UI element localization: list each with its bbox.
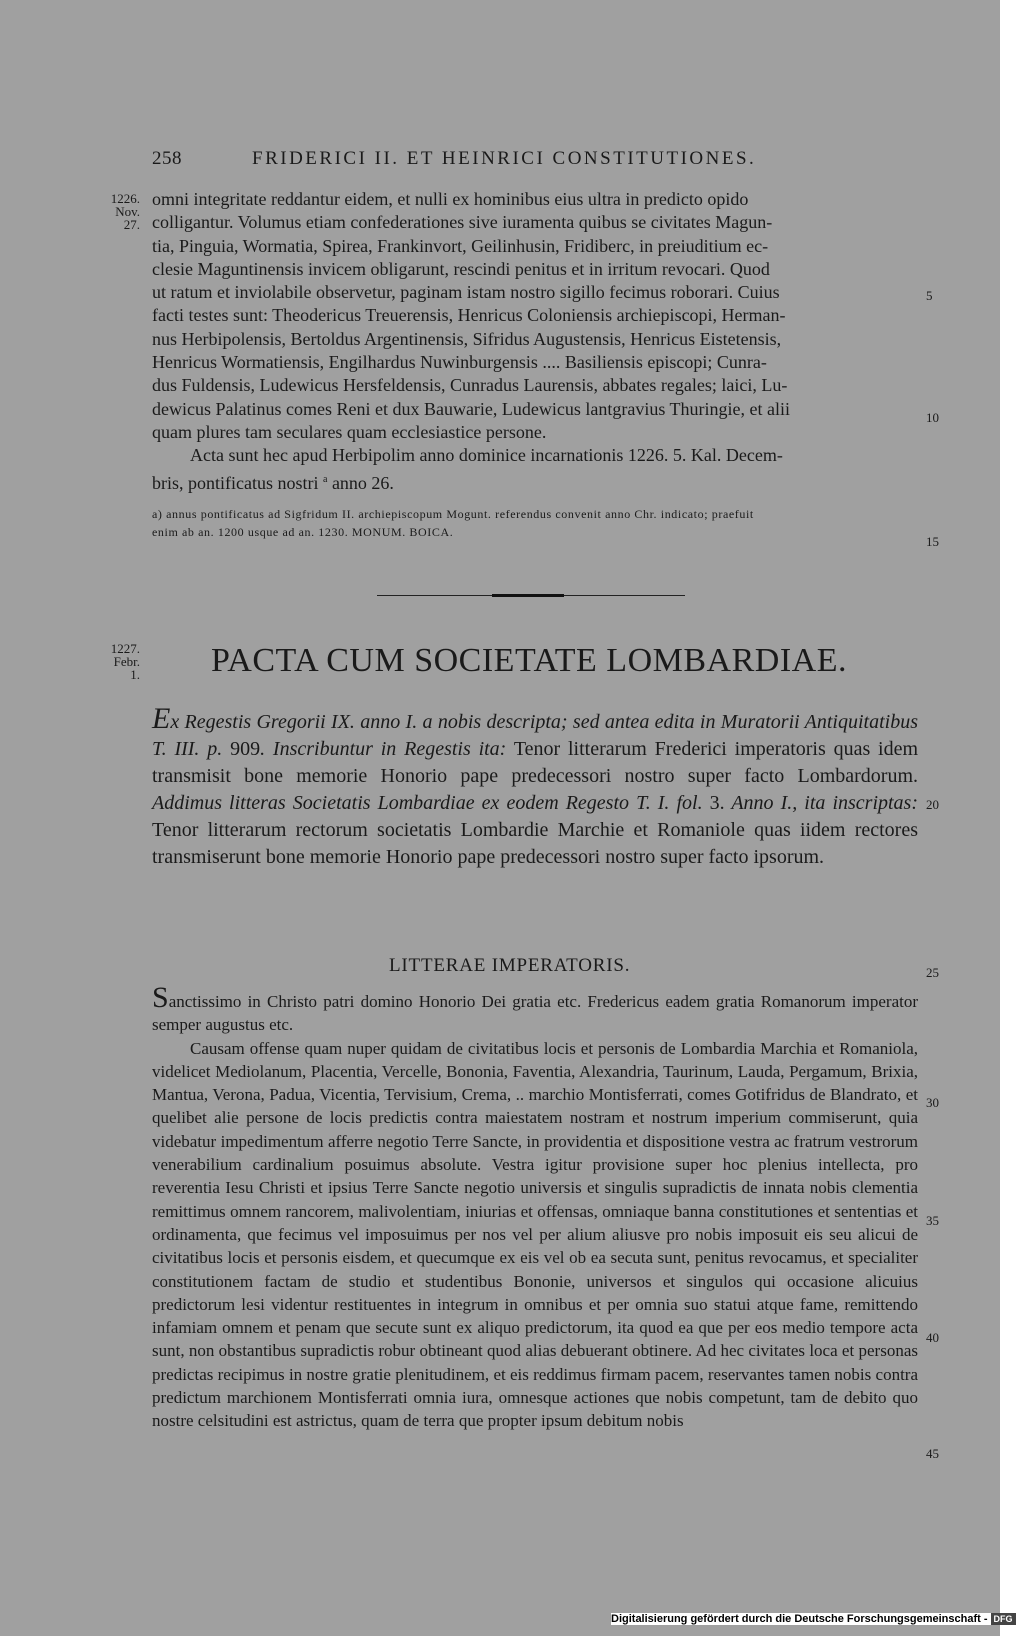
line-number: 40	[926, 1330, 939, 1345]
text-line: nus Herbipolensis, Bertoldus Argentinensis, Sifridus Augustensis, Henricus Eistetensis,	[152, 328, 782, 349]
acta-line: Acta sunt hec apud Herbipolim anno dominice incarnationis 1226. 5. Kal. Decem-	[190, 445, 783, 466]
text-line: facti testes sunt: Theodericus Treuerensis, Henricus Coloniensis archiepiscopi, Herman-	[152, 305, 786, 326]
text-line: Henricus Wormatiensis, Engilhardus Nuwinburgensis .... Basiliensis episcopi; Cunra-	[152, 352, 767, 373]
letter-body: Causam offense quam nuper quidam de civitatibus locis et personis de Lombardia Marchia et Romaniola, videlicet Mediolanum, Placentia, Vercelle, Bononia, Faventia, Alexandria, Taurinum, Lauda, Pergamum, Brixia, Mantua, Verona, Padua, Vicentia, Tervisium, Crema, .. marchio Montisferrati, comes Gotifridus de Blandrato, et quelibet alie persone de locis predictis contra maiestatem nostram et nostrum imperium commiserunt, quia videbatur impedimentum afferre negotio Terre Sancte, in providentia et dispositione vestra ac fratrum vestrorum venerabilium cardinalium posuimus absolute. Vestra igitur provisione super hoc plenius intellecta, pro reverentia Iesu Christi et ipsius Terre Sancte negotio universis et singulis supradictis de innata nobis clementia remittimus omnem rancorem, malivolentiam, iniurias et offensas, omniaque banna constitutiones et sententias et ordinamenta, que fecimus vel imposuimus per nos vel per alium aliusve pro nobis imposuit eis seu alicui de civitatibus locis et personis eisdem, et quecumque ex eis vel ob ea secuta sunt, penitus revocamus, et specialiter constitutionem factam de studio et studentibus Bononie, universos et singulos qui occasione alicuius predictorum lesi videntur restituentes in integrum in omnibus et per omnia suo statui atque fame, remittendo infamiam omnem et penam que secute sunt ex aliquo predictorum, ita quod ea que per eos medio tempore acta sunt, non obstantibus supradictis robur obtineant quod alias debuerant obtinere. Ad hec civitates loca et personas predictas recipimus in nostre gratie plenitudinem, et eis reddimus firmam pacem, reservantes tamen nobis contra predictum marchionem Montisferrati omnia iura, omnesque actiones que nobis competunt, tam de debito quo nostre celsitudini est astrictus, quam de terra que propter ipsum debitum nobis	[152, 1038, 918, 1431]
margin-year: 1227.	[110, 641, 140, 656]
footnote	[152, 505, 918, 541]
margin-month: Nov.	[115, 204, 140, 219]
text-line: ut ratum et inviolabile observetur, paginam istam nostro sigillo fecimus roborari. Cuius	[152, 282, 780, 303]
editorial-intro	[152, 702, 919, 871]
section-title: PACTA CUM SOCIETATE LOMBARDIAE.	[211, 642, 847, 679]
line-number: 15	[926, 534, 939, 549]
intro-tenor-1: Tenor litterarum Frederici imperatoris quas idem transmisit bone memorie Honorio pape predecessori nostro super facto Lombardorum.	[152, 738, 919, 787]
line-number: 25	[926, 965, 939, 980]
margin-day: 27.	[123, 217, 140, 232]
running-title: FRIDERICI II. ET HEINRICI CONSTITUTIONES.	[252, 148, 757, 169]
margin-date	[106, 192, 140, 231]
salutation-text: anctissimo in Christo patri domino Honorio Dei gratia etc. Fredericus eadem gratia Romanorum imperator semper augustus etc.	[152, 992, 918, 1035]
section-divider-thick	[492, 594, 564, 597]
line-number: 5	[926, 288, 933, 303]
page-number: 258	[152, 148, 182, 169]
dfg-logo: DFG	[991, 1613, 1016, 1625]
footer-text: Digitalisierung gefördert durch die Deutsche Forschungsgemeinschaft -	[611, 1613, 988, 1625]
intro-page: 909	[230, 738, 261, 760]
line-number: 10	[926, 410, 939, 425]
footnote-mark: a	[322, 473, 328, 485]
acta-text: bris, pontificatus nostri	[152, 472, 319, 493]
line-number: 45	[926, 1446, 939, 1461]
running-header	[152, 148, 802, 170]
letter-text	[152, 981, 918, 1433]
line-number: 30	[926, 1095, 939, 1110]
margin-date	[106, 642, 140, 681]
margin-year: 1226.	[110, 191, 140, 206]
intro-inscribed: . Inscribuntur in Regestis ita:	[260, 738, 507, 760]
text-line: colligantur. Volumus etiam confederationes sive iuramenta quibus se civitates Magun-	[152, 212, 773, 233]
margin-day: 1.	[130, 667, 140, 682]
footnote-line: a) annus pontificatus ad Sigfridum II. archiepiscopum Mogunt. referendus convenit anno Chr. indicato; praefuit	[152, 507, 754, 521]
charter-text	[152, 188, 918, 495]
text-line: omni integritate reddantur eidem, et nulli ex hominibus eius ultra in predicto opido	[152, 189, 749, 209]
intro-anno: Anno I., ita inscriptas:	[731, 792, 918, 814]
line-number: 20	[926, 797, 939, 812]
text-line: dewicus Palatinus comes Reni et dux Bauwarie, Ludewicus lantgravius Thuringie, et alii	[152, 398, 791, 419]
footnote-line: enim ab an. 1200 usque ad an. 1230. MONUM. BOICA.	[152, 525, 454, 539]
text-line: tia, Pinguia, Wormatia, Spirea, Frankinvort, Geilinhusin, Fridiberc, in preiuditium ec-	[152, 235, 769, 256]
digitization-footer	[611, 1613, 1016, 1625]
acta-text-end: anno 26.	[331, 472, 394, 493]
intro-source: x Regestis Gregorii IX. anno I. a nobis descripta; sed antea edita in Muratorii Antiquitatibus T. III. p.	[152, 711, 918, 760]
line-number: 35	[926, 1213, 939, 1228]
letter-heading: LITTERAE IMPERATORIS.	[389, 955, 631, 976]
intro-addimus: Addimus litteras Societatis Lombardiae ex eodem Regesto T. I. fol.	[152, 792, 703, 814]
letter-salutation	[152, 981, 918, 1037]
text-line: clesie Maguntinensis invicem obligarunt, rescindi penitus et in irritum revocari. Quod	[152, 258, 770, 279]
intro-tenor-2: Tenor litterarum rectorum societatis Lombardie Marchie et Romaniole quas iidem rectores transmiserunt bone memorie Honorio pape predecessori nostro super facto ipsorum.	[152, 819, 918, 868]
acta-line-2	[152, 468, 918, 495]
text-line: dus Fuldensis, Ludewicus Hersfeldensis, Cunradus Laurensis, abbates regales; laici, Lu-	[152, 375, 788, 396]
intro-fol: 3.	[709, 792, 725, 814]
letter-initial: S	[152, 981, 169, 1014]
intro-initial: E	[152, 702, 171, 735]
text-line: quam plures tam seculares quam ecclesiastice persone.	[152, 421, 547, 442]
margin-month: Febr.	[113, 654, 140, 669]
